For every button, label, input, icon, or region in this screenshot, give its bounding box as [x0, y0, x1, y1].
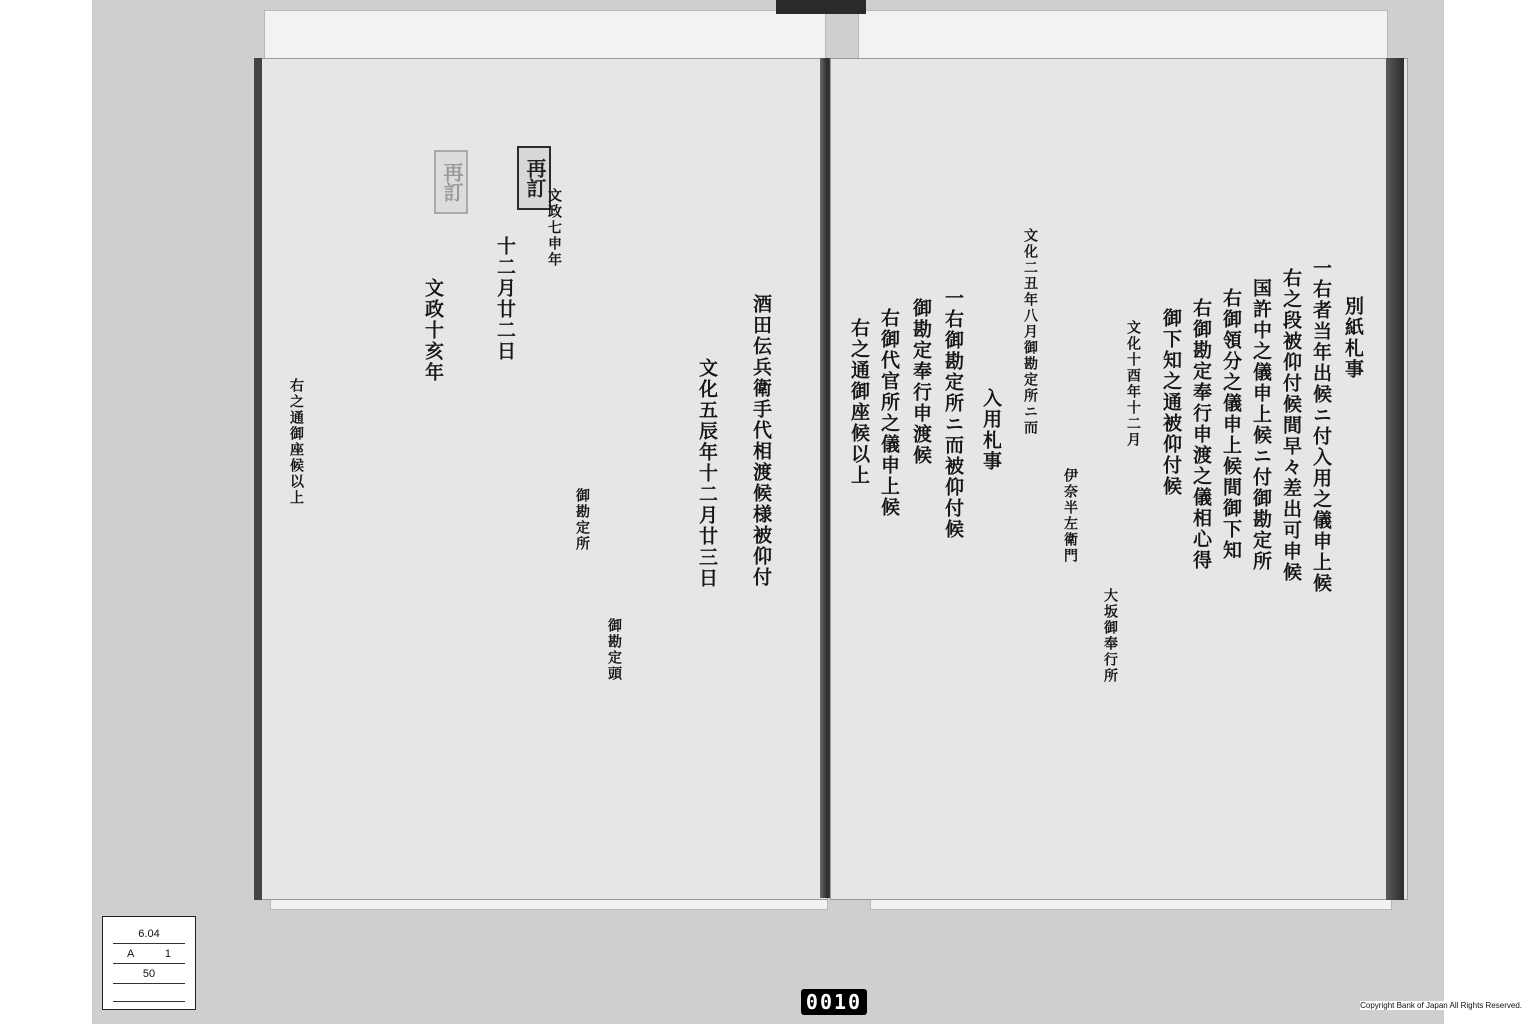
label-line-2	[113, 945, 185, 964]
right-page	[830, 58, 1408, 900]
label-line-2-letter: A	[127, 948, 135, 960]
right-col-11: 文化二丑年八月御勘定所ニ而	[1022, 228, 1038, 436]
left-col-5: 文政七申年	[546, 188, 562, 268]
left-col-6: 十二月廿二日	[494, 236, 516, 362]
frame-number: 0010	[801, 989, 867, 1015]
right-page-edge	[1386, 58, 1404, 900]
page-top-strip-right	[858, 10, 1388, 60]
left-page-edge	[254, 58, 262, 900]
left-col-7: 文政十亥年	[422, 278, 444, 383]
revision-stamp-upper: 再訂	[517, 146, 551, 210]
left-col-3: 御勘定所	[574, 488, 590, 552]
right-col-10: 大坂御奉行所	[1102, 588, 1118, 684]
spine-top	[776, 0, 866, 14]
left-col-8: 右之通御座候以上	[288, 378, 304, 506]
right-col-15: 右御代官所之儀申上候	[878, 308, 900, 518]
right-col-5: 右御領分之儀申上候間御下知	[1220, 288, 1242, 561]
right-col-13: 一右御勘定所ニ而被仰付候	[942, 288, 964, 540]
label-line-2-number: 1	[164, 948, 171, 960]
right-col-7: 御下知之通被仰付候	[1160, 308, 1182, 497]
right-col-12: 入用札事	[980, 388, 1002, 472]
right-col-9: 伊奈半左衛門	[1062, 468, 1078, 564]
label-line-3: 50	[113, 965, 185, 984]
open-book	[254, 0, 1408, 912]
left-col-2: 文化五辰年十二月廿三日	[696, 358, 718, 589]
label-line-1: 6.04	[113, 925, 185, 944]
label-line-4	[113, 985, 185, 1002]
right-col-2: 一右者当年出候ニ付入用之儀申上候	[1310, 258, 1332, 594]
right-col-16: 右之通御座候以上	[848, 318, 870, 486]
left-page	[254, 58, 828, 900]
right-col-1: 別紙札事	[1342, 296, 1364, 380]
left-col-4: 御勘定頭	[606, 618, 622, 682]
archive-label-card	[102, 916, 196, 1010]
left-col-1: 酒田伝兵衛手代相渡候様被仰付	[750, 294, 772, 588]
page-top-strip-left	[264, 10, 826, 64]
copyright-notice: Copyright Bank of Japan All Rights Reserved.	[1360, 1001, 1522, 1010]
right-col-14: 御勘定奉行申渡候	[910, 298, 932, 466]
right-col-3: 右之段被仰付候間早々差出可申候	[1280, 268, 1302, 583]
right-col-4: 国許中之儀申上候ニ付御勘定所	[1250, 278, 1272, 572]
right-col-8: 文化十酉年十二月	[1125, 320, 1141, 448]
revision-stamp-lower: 再訂	[434, 150, 468, 214]
right-col-6: 右御勘定奉行申渡之儀相心得	[1190, 298, 1212, 571]
